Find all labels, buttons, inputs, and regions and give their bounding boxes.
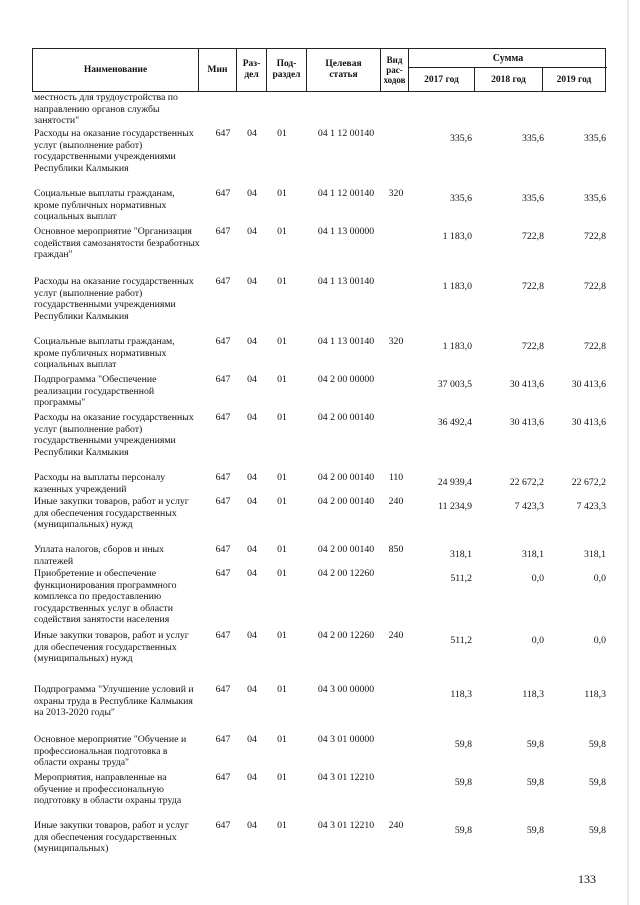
row-podrazdel: 01 (277, 684, 287, 695)
row-podrazdel: 01 (277, 336, 287, 347)
header-podrazdel: Под- раздел (267, 49, 307, 91)
row-min: 647 (215, 226, 231, 237)
row-min: 647 (215, 128, 231, 139)
row-razdel: 04 (247, 772, 257, 783)
row-razdel: 04 (247, 630, 257, 641)
row-podrazdel: 01 (277, 772, 287, 783)
row-celevaya: 04 2 00 00140 (317, 496, 375, 507)
row-razdel: 04 (247, 226, 257, 237)
row-2017: 335,6 (449, 133, 472, 144)
row-min: 647 (215, 412, 231, 423)
row-podrazdel: 01 (277, 496, 287, 507)
row-name: Расходы на оказание государственных услуг (выполнение работ) государственными учреждениями Республики Калмыкия (34, 276, 194, 322)
row-2018: 722,8 (521, 341, 544, 352)
row-name: Иные закупки товаров, работ и услуг для обеспечения государственных (муниципальных) (34, 820, 189, 855)
row-2019: 318,1 (583, 549, 606, 560)
row-2018: 7 423,3 (514, 501, 544, 512)
row-podrazdel: 01 (277, 630, 287, 641)
row-vid: 240 (388, 496, 404, 507)
row-podrazdel: 01 (277, 412, 287, 423)
row-2017: 11 234,9 (438, 501, 472, 512)
row-min: 647 (215, 820, 231, 831)
row-2018: 318,1 (521, 549, 544, 560)
row-celevaya: 04 2 00 00000 (317, 374, 375, 385)
row-celevaya: 04 3 01 00000 (317, 734, 375, 745)
row-name: Подпрограмма "Улучшение условий и охраны труда в Республике Калмыкия на 2013-2020 годы" (34, 684, 194, 719)
row-2019: 30 413,6 (571, 417, 606, 428)
row-2019: 722,8 (583, 341, 606, 352)
page-number: 133 (578, 872, 596, 886)
row-2017: 318,1 (449, 549, 472, 560)
row-2018: 722,8 (521, 281, 544, 292)
row-name: Подпрограмма "Обеспечение реализации государственной программы" (34, 374, 157, 409)
row-2018: 30 413,6 (509, 379, 544, 390)
row-celevaya: 04 1 12 00140 (317, 188, 375, 199)
row-razdel: 04 (247, 734, 257, 745)
row-2017: 24 939,4 (437, 477, 472, 488)
row-razdel: 04 (247, 412, 257, 423)
row-name: Социальные выплаты гражданам, кроме публичных нормативных социальных выплат (34, 188, 175, 223)
row-razdel: 04 (247, 336, 257, 347)
row-2018: 0,0 (531, 573, 544, 584)
row-razdel: 04 (247, 496, 257, 507)
row-celevaya: 04 2 00 12260 (317, 568, 375, 579)
row-razdel: 04 (247, 374, 257, 385)
row-razdel: 04 (247, 188, 257, 199)
row-2018: 0,0 (531, 635, 544, 646)
row-name: Социальные выплаты гражданам, кроме публичных нормативных социальных выплат (34, 336, 175, 371)
row-name: Основное мероприятие "Организация содействия самозанятости безработных граждан" (34, 226, 200, 261)
header-2017: 2017 год (409, 68, 475, 91)
row-podrazdel: 01 (277, 568, 287, 579)
row-2019: 30 413,6 (571, 379, 606, 390)
row-2019: 7 423,3 (576, 501, 606, 512)
row-razdel: 04 (247, 472, 257, 483)
row-2017: 1 183,0 (442, 281, 472, 292)
row-celevaya: 04 1 13 00000 (317, 226, 375, 237)
row-razdel: 04 (247, 568, 257, 579)
row-razdel: 04 (247, 684, 257, 695)
row-celevaya: 04 3 01 12210 (317, 820, 375, 831)
row-2019: 335,6 (583, 193, 606, 204)
row-2018: 59,8 (526, 777, 544, 788)
row-name: Приобретение и обеспечение функционирования программного комплекса по предоставлению государственных услуг в области содействия занятости населения (34, 568, 177, 626)
row-2017: 59,8 (454, 825, 472, 836)
row-min: 647 (215, 544, 231, 555)
row-name: Иные закупки товаров, работ и услуг для обеспечения государственных (муниципальных) нужд (34, 630, 189, 665)
row-podrazdel: 01 (277, 472, 287, 483)
row-name: местность для трудоустройства по направлению органов службы занятости" (34, 92, 178, 127)
row-min: 647 (215, 568, 231, 579)
row-vid: 110 (388, 472, 404, 483)
row-2018: 118,3 (522, 689, 544, 700)
header-2018: 2018 год (475, 68, 543, 91)
row-name: Расходы на оказание государственных услуг (выполнение работ) государственными учреждениями Республики Калмыкия (34, 128, 194, 174)
row-2017: 118,3 (450, 689, 472, 700)
header-celevaya: Целевая статья (307, 49, 381, 91)
row-2018: 335,6 (521, 193, 544, 204)
header-min: Мин (199, 49, 237, 91)
header-vid: Вид рас- ходов (381, 49, 409, 91)
row-min: 647 (215, 374, 231, 385)
row-celevaya: 04 1 13 00140 (317, 336, 375, 347)
row-2019: 0,0 (593, 573, 606, 584)
header-2019: 2019 год (556, 74, 592, 85)
row-min: 647 (215, 336, 231, 347)
row-2019: 22 672,2 (571, 477, 606, 488)
row-2017: 335,6 (449, 193, 472, 204)
table-header (32, 48, 606, 92)
row-2019: 335,6 (583, 133, 606, 144)
row-vid: 850 (388, 544, 404, 555)
row-2017: 36 492,4 (437, 417, 472, 428)
row-2017: 59,8 (454, 739, 472, 750)
row-min: 647 (215, 630, 231, 641)
row-celevaya: 04 3 00 00000 (317, 684, 375, 695)
row-celevaya: 04 1 12 00140 (317, 128, 375, 139)
row-podrazdel: 01 (277, 128, 287, 139)
row-razdel: 04 (247, 276, 257, 287)
row-2017: 59,8 (454, 777, 472, 788)
row-name: Основное мероприятие "Обучение и профессиональная подготовка в области охраны труда" (34, 734, 187, 769)
row-2017: 511,2 (450, 635, 472, 646)
row-min: 647 (215, 684, 231, 695)
row-2019: 722,8 (583, 281, 606, 292)
row-razdel: 04 (247, 128, 257, 139)
row-name: Расходы на выплаты персоналу казенных учреждений (34, 472, 166, 495)
row-podrazdel: 01 (277, 374, 287, 385)
row-min: 647 (215, 276, 231, 287)
row-2017: 1 183,0 (442, 231, 472, 242)
row-min: 647 (215, 772, 231, 783)
row-vid: 320 (388, 188, 404, 199)
row-2019: 722,8 (583, 231, 606, 242)
row-2019: 59,8 (588, 777, 606, 788)
row-min: 647 (215, 472, 231, 483)
row-celevaya: 04 1 13 00140 (317, 276, 375, 287)
row-2017: 1 183,0 (442, 341, 472, 352)
row-2019: 118,3 (584, 689, 606, 700)
row-podrazdel: 01 (277, 734, 287, 745)
row-celevaya: 04 2 00 12260 (317, 630, 375, 641)
row-name: Иные закупки товаров, работ и услуг для обеспечения государственных (муниципальных) нужд (34, 496, 189, 531)
row-2018: 59,8 (526, 739, 544, 750)
row-name: Расходы на оказание государственных услуг (выполнение работ) государственными учреждениями Республики Калмыкия (34, 412, 194, 458)
row-min: 647 (215, 496, 231, 507)
row-vid: 240 (388, 820, 404, 831)
row-celevaya: 04 2 00 00140 (317, 412, 375, 423)
row-2018: 335,6 (521, 133, 544, 144)
row-2018: 30 413,6 (509, 417, 544, 428)
row-razdel: 04 (247, 544, 257, 555)
header-name: Наименование (33, 49, 199, 91)
row-podrazdel: 01 (277, 188, 287, 199)
row-name: Мероприятия, направленные на обучение и профессиональную подготовку в области охраны труда (34, 772, 182, 807)
scan-edge (627, 0, 629, 905)
row-2017: 37 003,5 (437, 379, 472, 390)
row-2019: 59,8 (588, 825, 606, 836)
row-celevaya: 04 3 01 12210 (317, 772, 375, 783)
row-name: Уплата налогов, сборов и иных платежей (34, 544, 165, 567)
row-2018: 59,8 (526, 825, 544, 836)
row-2019: 59,8 (588, 739, 606, 750)
row-vid: 240 (388, 630, 404, 641)
row-min: 647 (215, 734, 231, 745)
row-podrazdel: 01 (277, 226, 287, 237)
row-podrazdel: 01 (277, 544, 287, 555)
row-2019: 0,0 (593, 635, 606, 646)
row-podrazdel: 01 (277, 276, 287, 287)
header-razdel: Раз- дел (237, 49, 267, 91)
row-2018: 22 672,2 (509, 477, 544, 488)
row-2018: 722,8 (521, 231, 544, 242)
row-celevaya: 04 2 00 00140 (317, 472, 375, 483)
row-celevaya: 04 2 00 00140 (317, 544, 375, 555)
row-min: 647 (215, 188, 231, 199)
row-razdel: 04 (247, 820, 257, 831)
header-summa: Сумма (409, 49, 607, 68)
row-2017: 511,2 (450, 573, 472, 584)
row-vid: 320 (388, 336, 404, 347)
row-podrazdel: 01 (277, 820, 287, 831)
